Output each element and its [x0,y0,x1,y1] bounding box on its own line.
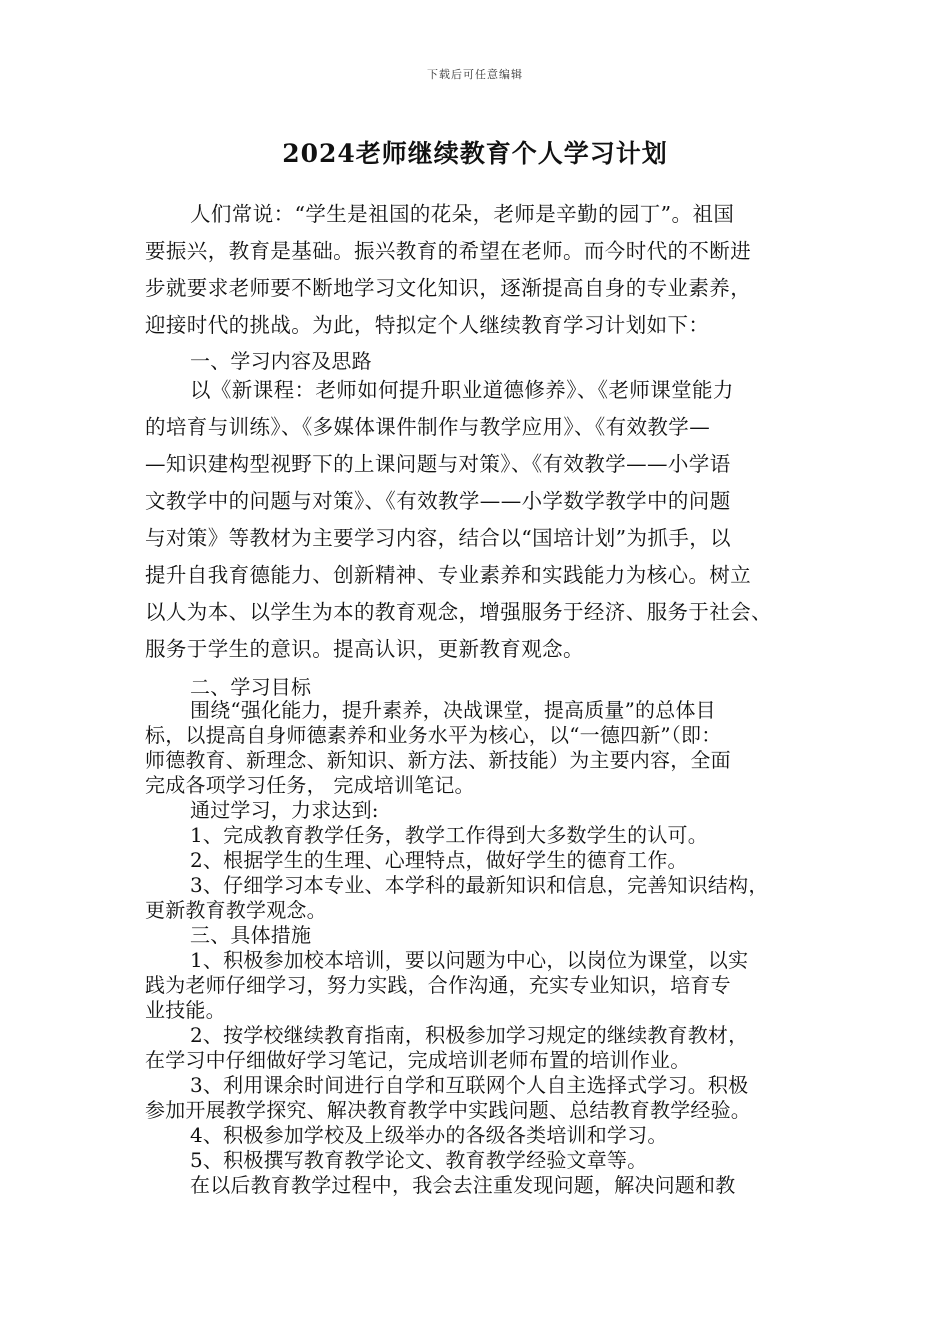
paragraph-line: —知识建构型视野下的上课问题与对策》、《有效教学——小学语 [145,452,731,476]
list-item: 5、积极撰写教育教学论文、教育教学经验文章等。 [190,1148,648,1172]
paragraph-line: 践为老师仔细学习，努力实践，合作沟通，充实专业知识，培育专 [145,973,731,997]
paragraph-line: 要振兴，教育是基础。振兴教育的希望在老师。而今时代的不断进 [145,239,752,263]
paragraph-line: 步就要求老师要不断地学习文化知识，逐渐提高自身的专业素养， [145,276,752,300]
section-heading: 一、学习内容及思路 [190,349,372,373]
paragraph-line: 文教学中的问题与对策》、《有效教学——小学数学教学中的问题 [145,489,731,513]
list-item: 1、积极参加校本培训，要以问题为中心，以岗位为课堂，以实 [190,948,749,972]
paragraph-line: 人们常说：“学生是祖国的花朵，老师是辛勤的园丁”。祖国 [190,202,735,226]
paragraph-line: 以人为本、以学生为本的教育观念，增强服务于经济、服务于社会、 [145,600,772,624]
paragraph-line: 通过学习，力求达到: [190,798,379,822]
paragraph-line: 提升自我育德能力、创新精神、专业素养和实践能力为核心。树立 [145,563,752,587]
paragraph-line: 与对策》等教材为主要学习内容，结合以“国培计划”为抓手，以 [145,526,732,550]
page-header: 下载后可任意编辑 [427,68,523,81]
paragraph-line: 的培育与训练》、《多媒体课件制作与教学应用》、《有效教学— [145,415,711,439]
document-title: 2024老师继续教育个人学习计划 [282,139,668,168]
paragraph-line: 服务于学生的意识。提高认识，更新教育观念。 [145,637,584,661]
paragraph-line: 迎接时代的挑战。为此，特拟定个人继续教育学习计划如下： [145,313,710,337]
list-item: 1、完成教育教学任务，教学工作得到大多数学生的认可。 [190,823,708,847]
paragraph-line: 以《新课程：老师如何提升职业道德修养》、《老师课堂能力 [190,378,734,402]
paragraph-line: 业技能。 [145,998,226,1022]
paragraph-line: 围绕“强化能力，提升素养，决战课堂，提高质量”的总体目 [190,698,716,722]
paragraph-line: 参加开展教学探究、解决教育教学中实践问题、总结教育教学经验。 [145,1098,751,1122]
paragraph-line: 更新教育教学观念。 [145,898,327,922]
paragraph-line: 在学习中仔细做好学习笔记，完成培训老师布置的培训作业。 [145,1048,691,1072]
list-item: 4、积极参加学校及上级举办的各级各类培训和学习。 [190,1123,668,1147]
list-item: 2、按学校继续教育指南，积极参加学习规定的继续教育教材， [190,1023,749,1047]
list-item: 3、利用课余时间进行自学和互联网个人自主选择式学习。积极 [190,1073,749,1097]
paragraph-line: 完成各项学习任务， 完成培训笔记。 [145,773,475,797]
section-heading: 二、学习目标 [190,675,312,699]
section-heading: 三、具体措施 [190,923,312,947]
paragraph-line: 在以后教育教学过程中，我会去注重发现问题，解决问题和教 [190,1173,736,1197]
list-item: 3、仔细学习本专业、本学科的最新知识和信息，完善知识结构， [190,873,769,897]
list-item: 2、根据学生的生理、心理特点，做好学生的德育工作。 [190,848,688,872]
paragraph-line: 标，以提高自身师德素养和业务水平为核心，以“一德四新”（即： [145,723,722,747]
paragraph-line: 师德教育、新理念、新知识、新方法、新技能）为主要内容，全面 [145,748,731,772]
